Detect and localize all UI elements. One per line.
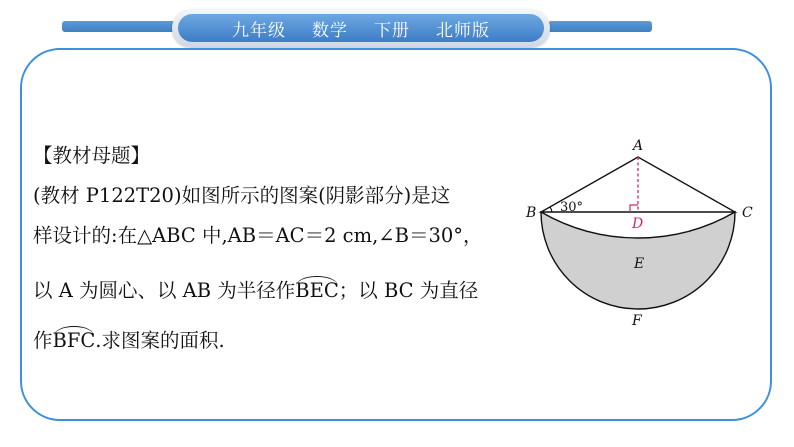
- problem-line-4-end: .求图案的面积.: [95, 329, 225, 352]
- header-edition: 北师版: [436, 20, 490, 41]
- problem-line-2: 样设计的:在△ABC 中,AB＝AC＝2 cm,∠B＝30°，: [33, 224, 483, 247]
- label-f: F: [632, 313, 642, 329]
- header-bar-left: [62, 21, 182, 32]
- problem-line-4: [33, 331, 225, 351]
- problem-line-3-start: 以 A 为圆心、以 AB 为半径作: [33, 279, 296, 302]
- angle-arc-b: [550, 207, 552, 212]
- problem-line-1: (教材 P122T20)如图所示的图案(阴影部分)是这: [33, 184, 451, 207]
- problem-heading: 【教材母题】: [33, 144, 151, 167]
- label-e: E: [634, 256, 645, 272]
- label-c: C: [742, 205, 753, 221]
- problem-line-4-start: 作: [33, 329, 53, 352]
- problem-line-3: [33, 281, 478, 301]
- arc-bec-label: BEC: [295, 279, 339, 302]
- arc-bfc-label: BFC: [52, 329, 96, 352]
- header-subject: 数学: [312, 20, 348, 41]
- geometry-figure: [520, 135, 760, 339]
- angle-label-30: 30°: [560, 200, 584, 215]
- problem-line-3-end: ；以 BC 为直径: [338, 279, 479, 302]
- header-volume: 下册: [374, 20, 410, 41]
- header-grade: 九年级: [232, 20, 286, 41]
- label-a: A: [633, 138, 644, 154]
- label-b: B: [526, 205, 537, 221]
- header-bar-right: [548, 21, 652, 32]
- label-d: D: [632, 216, 644, 232]
- geometry-svg: [520, 135, 760, 335]
- right-angle-marker: [630, 205, 638, 212]
- header-banner: [172, 9, 550, 47]
- header-banner-inner: [178, 14, 544, 42]
